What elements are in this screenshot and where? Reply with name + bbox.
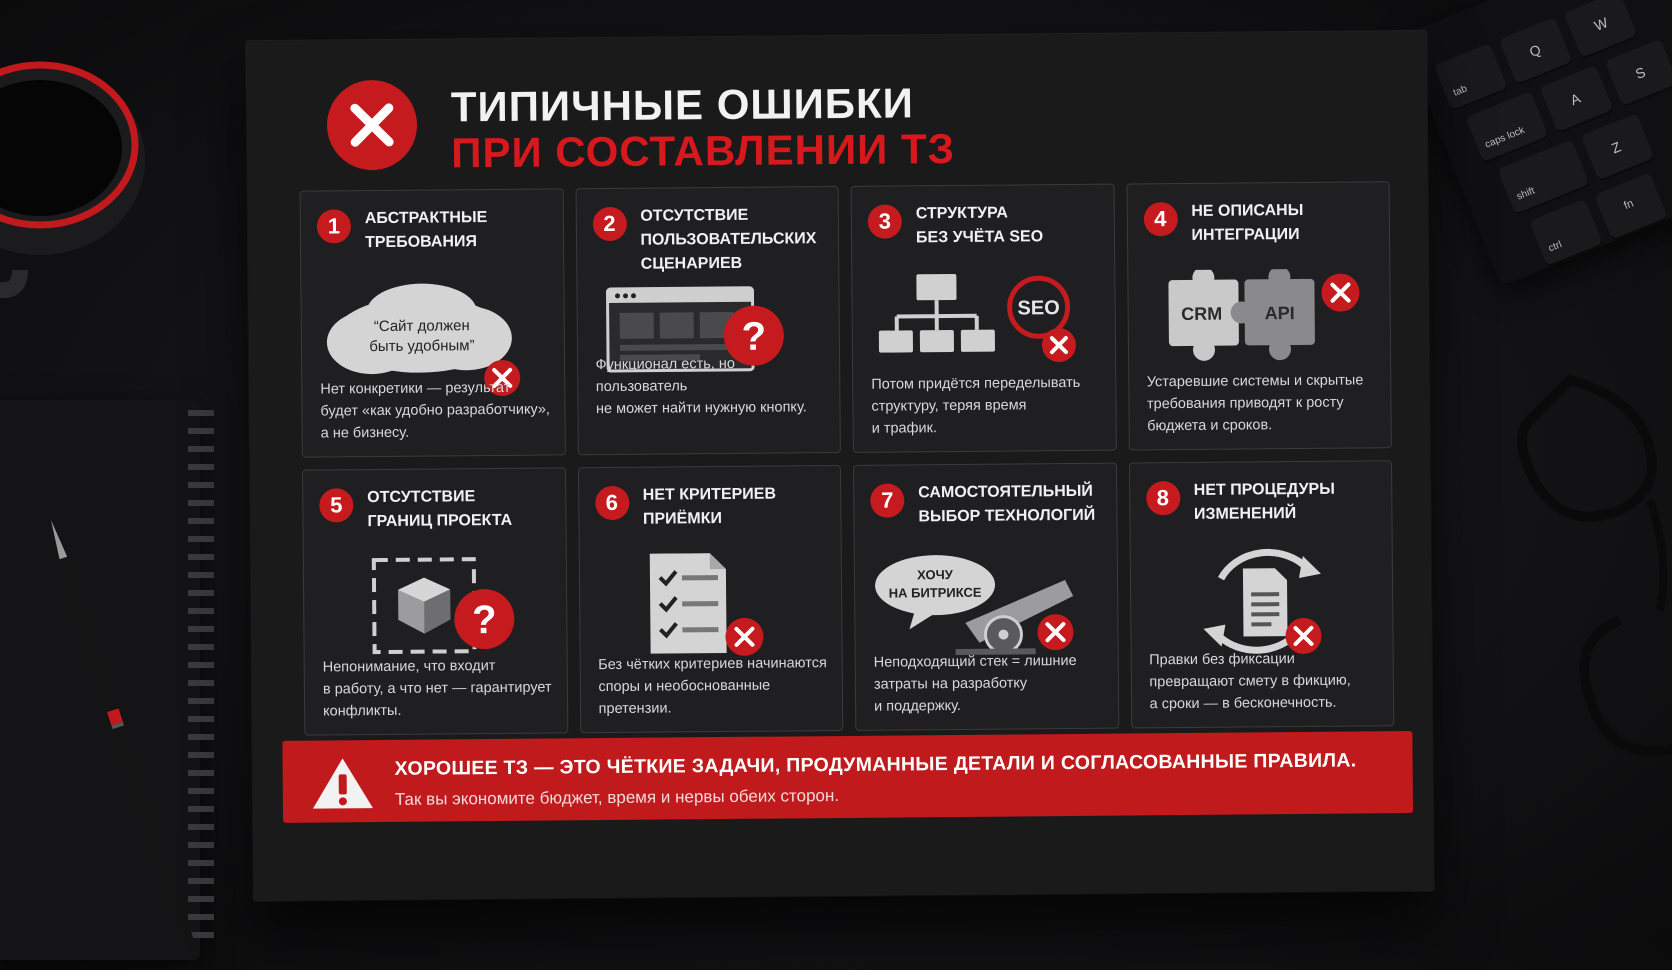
card-description: Функционал есть, но пользователь не может найти нужную кнопку. bbox=[595, 355, 807, 417]
svg-text:?: ? bbox=[471, 597, 497, 642]
card-number: 7 bbox=[870, 483, 904, 517]
card-number: 3 bbox=[868, 204, 902, 238]
bubble-line-1: ХОЧУ bbox=[917, 566, 953, 582]
card-number: 8 bbox=[1146, 481, 1180, 515]
card-title: САМОСТОЯТЕЛЬНЫЙ ВЫБОР ТЕХНОЛОГИЙ bbox=[918, 482, 1096, 525]
mistake-card-2 bbox=[575, 186, 841, 455]
card-description: Без чётких критериев начинаются споры и необоснованные претензии. bbox=[598, 655, 827, 718]
infographic-poster bbox=[246, 31, 1433, 901]
card-number: 4 bbox=[1143, 202, 1177, 236]
card-number: 1 bbox=[317, 209, 351, 243]
banner-subline: Так вы экономите бюджет, время и нервы обеих сторон. bbox=[394, 786, 840, 809]
summary-banner bbox=[282, 731, 1413, 823]
card-title: НЕТ ПРОЦЕДУРЫ ИЗМЕНЕНИЙ bbox=[1193, 480, 1335, 523]
key-shift: shift bbox=[1497, 139, 1590, 215]
key-q: Q bbox=[1499, 17, 1573, 86]
error-x-icon bbox=[327, 80, 418, 171]
coffee-mug bbox=[0, 40, 190, 310]
api-label: API bbox=[1264, 303, 1295, 324]
card-description: Неподходящий стек = лишние затраты на разработку и поддержку. bbox=[873, 652, 1077, 715]
notebook-rings bbox=[188, 410, 214, 950]
key-ctrl: ctrl bbox=[1529, 199, 1603, 268]
card-title: НЕ ОПИСАНЫ ИНТЕГРАЦИИ bbox=[1191, 201, 1304, 244]
mistake-card-8 bbox=[1128, 460, 1394, 729]
card-description: Непонимание, что входит в работу, а что нет — гарантирует конфликты. bbox=[322, 658, 552, 720]
key-a: A bbox=[1540, 65, 1614, 134]
mistake-card-7 bbox=[853, 462, 1119, 731]
key-fn: fn bbox=[1594, 173, 1668, 242]
mistakes-grid bbox=[300, 181, 1395, 735]
card-number: 5 bbox=[319, 488, 353, 522]
warning-triangle-icon bbox=[311, 756, 376, 816]
key-caps-lock: caps lock bbox=[1466, 91, 1550, 164]
mistake-card-4 bbox=[1126, 181, 1392, 450]
eyeglasses bbox=[1500, 360, 1672, 780]
card-description: Потом придётся переделывать структуру, теряя время и трафик. bbox=[871, 374, 1081, 437]
cloud-quote-line-2: быть удобным” bbox=[369, 337, 475, 356]
key-tab: tab bbox=[1434, 43, 1508, 112]
card-number: 2 bbox=[592, 207, 626, 241]
poster-header bbox=[327, 74, 1028, 180]
card-description: Нет конкретики — результат будет «как удобно разработчику», а не бизнесу. bbox=[320, 379, 550, 442]
mistake-card-6 bbox=[577, 464, 843, 733]
card-description: Устаревшие системы и скрытые требования приводят к росту бюджета и сроков. bbox=[1146, 371, 1364, 434]
keyboard bbox=[1400, 0, 1672, 286]
seo-badge: SEO bbox=[1017, 297, 1060, 320]
title-line-1: ТИПИЧНЫЕ ОШИБКИ bbox=[450, 79, 914, 131]
card-title: НЕТ КРИТЕРИЕВ ПРИЁМКИ bbox=[642, 485, 777, 528]
title-line-2: ПРИ СОСТАВЛЕНИИ ТЗ bbox=[451, 124, 956, 177]
mistake-card-3 bbox=[851, 184, 1117, 453]
svg-text:?: ? bbox=[740, 314, 766, 359]
card-number: 6 bbox=[595, 485, 629, 519]
key-z: Z bbox=[1581, 113, 1655, 182]
bubble-line-2: НА БИТРИКСЕ bbox=[888, 584, 982, 601]
card-title: ОТСУТСТВИЕ ГРАНИЦ ПРОЕКТА bbox=[367, 487, 513, 530]
card-description: Правки без фиксации превращают смету в фикцию, а сроки — в бесконечность. bbox=[1149, 651, 1351, 713]
key-w: W bbox=[1564, 0, 1638, 60]
card-title: АБСТРАКТНЫЕ ТРЕБОВАНИЯ bbox=[364, 209, 488, 252]
cloud-quote-line-1: “Сайт должен bbox=[373, 317, 470, 336]
crm-label: CRM bbox=[1180, 303, 1222, 325]
key-s: S bbox=[1605, 39, 1672, 108]
banner-headline: ХОРОШЕЕ ТЗ — ЭТО ЧЁТКИЕ ЗАДАЧИ, ПРОДУМАННЫЕ ДЕТАЛИ И СОГЛАСОВАННЫЕ ПРАВИЛА. bbox=[394, 749, 1357, 780]
card-title: ОТСУТСТВИЕ ПОЛЬЗОВАТЕЛЬСКИХ СЦЕНАРИЕВ bbox=[640, 206, 817, 273]
mistake-card-5 bbox=[302, 467, 568, 736]
mistake-card-1 bbox=[300, 188, 566, 457]
card-title: СТРУКТУРА БЕЗ УЧЁТА SEO bbox=[915, 204, 1044, 247]
